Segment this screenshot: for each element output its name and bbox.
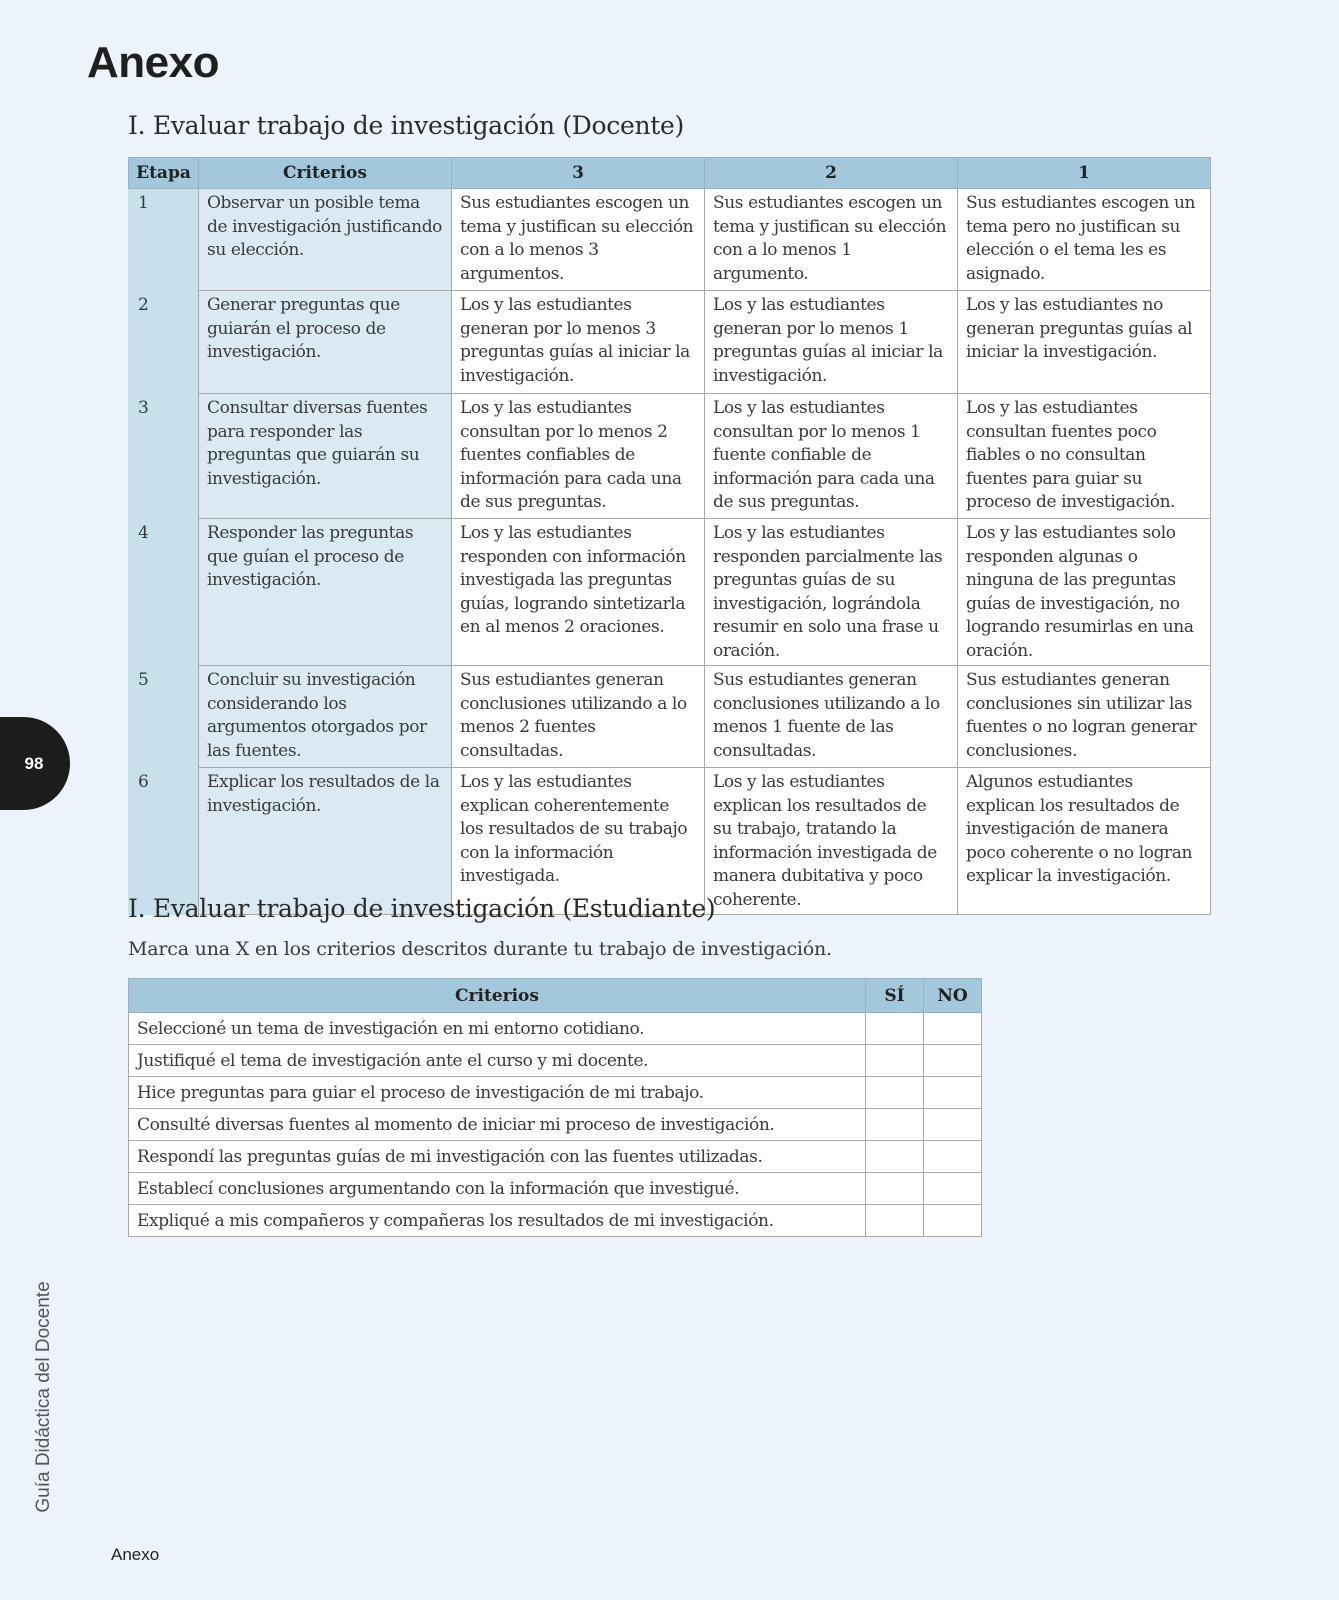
footer-label: Anexo [111,1545,160,1564]
checklist-criterio: Hice preguntas para guiar el proceso de investigación de mi trabajo. [129,1077,866,1109]
level-2-cell: Sus estudiantes generan conclusiones utilizando a lo menos 1 fuente de las consultadas. [705,666,958,768]
no-checkbox-cell[interactable] [924,1109,982,1141]
level-2-cell: Los y las estudiantes consultan por lo menos 1 fuente confiable de información para cada una de sus preguntas. [705,394,958,519]
checklist-row [129,1013,982,1045]
rubric-row [129,189,1211,291]
no-checkbox-cell[interactable] [924,1141,982,1173]
checklist-instruction: Marca una X en los criterios descritos durante tu trabajo de investigación. [128,938,832,960]
level-1-cell: Algunos estudiantes explican los resultados de investigación de manera poco coherente o no logran explicar la investigación. [958,768,1211,915]
header-level-1: 1 [958,158,1211,189]
checklist-criterio: Consulté diversas fuentes al momento de iniciar mi proceso de investigación. [129,1109,866,1141]
rubric-row [129,519,1211,666]
etapa-cell: 5 [129,666,199,768]
checklist-criterio: Expliqué a mis compañeros y compañeras los resultados de mi investigación. [129,1205,866,1237]
checklist-row [129,1109,982,1141]
no-checkbox-cell[interactable] [924,1045,982,1077]
rubric-table [128,157,1211,915]
level-1-cell: Sus estudiantes escogen un tema pero no justifican su elección o el tema les es asignado. [958,189,1211,291]
level-3-cell: Los y las estudiantes consultan por lo menos 2 fuentes confiables de información para cada una de sus preguntas. [452,394,705,519]
rubric-title: I. Evaluar trabajo de investigación (Docente) [128,111,684,140]
header-criterios: Criterios [199,158,452,189]
level-1-cell: Los y las estudiantes no generan preguntas guías al iniciar la investigación. [958,291,1211,394]
header-level-3: 3 [452,158,705,189]
rubric-row [129,291,1211,394]
criterio-cell: Consultar diversas fuentes para responder las preguntas que guiarán su investigación. [199,394,452,519]
level-2-cell: Los y las estudiantes generan por lo menos 1 preguntas guías al iniciar la investigación. [705,291,958,394]
criterio-cell: Observar un posible tema de investigación justificando su elección. [199,189,452,291]
level-3-cell: Los y las estudiantes generan por lo menos 3 preguntas guías al iniciar la investigación. [452,291,705,394]
rubric-row [129,768,1211,915]
level-1-cell: Los y las estudiantes consultan fuentes poco fiables o no consultan fuentes para guiar su proceso de investigación. [958,394,1211,519]
si-checkbox-cell[interactable] [866,1077,924,1109]
page-number-tab [0,717,70,810]
checklist-header-row [129,979,982,1013]
checklist-criterio: Justifiqué el tema de investigación ante el curso y mi docente. [129,1045,866,1077]
level-3-cell: Sus estudiantes escogen un tema y justifican su elección con a lo menos 3 argumentos. [452,189,705,291]
header-si: SÍ [866,979,924,1013]
checklist-row [129,1141,982,1173]
header-no: NO [924,979,982,1013]
level-3-cell: Los y las estudiantes responden con información investigada las preguntas guías, logrando sintetizarla en al menos 2 oraciones. [452,519,705,666]
etapa-cell: 6 [129,768,199,915]
etapa-cell: 4 [129,519,199,666]
no-checkbox-cell[interactable] [924,1077,982,1109]
criterio-cell: Concluir su investigación considerando los argumentos otorgados por las fuentes. [199,666,452,768]
si-checkbox-cell[interactable] [866,1173,924,1205]
si-checkbox-cell[interactable] [866,1109,924,1141]
level-1-cell: Los y las estudiantes solo responden algunas o ninguna de las preguntas guías de investigación, no logrando resumirlas en una oración. [958,519,1211,666]
level-2-cell: Los y las estudiantes explican los resultados de su trabajo, tratando la información investigada de manera dubitativa y poco coherente. [705,768,958,915]
rubric-row [129,394,1211,519]
checklist-table [128,978,982,1237]
no-checkbox-cell[interactable] [924,1173,982,1205]
checklist-criterio: Seleccioné un tema de investigación en mi entorno cotidiano. [129,1013,866,1045]
criterio-cell: Responder las preguntas que guían el proceso de investigación. [199,519,452,666]
checklist-criterio: Respondí las preguntas guías de mi investigación con las fuentes utilizadas. [129,1141,866,1173]
criterio-cell: Generar preguntas que guiarán el proceso de investigación. [199,291,452,394]
checklist-criterio: Establecí conclusiones argumentando con la información que investigué. [129,1173,866,1205]
level-2-cell: Los y las estudiantes responden parcialmente las preguntas guías de su investigación, lográndola resumir en solo una frase u oración. [705,519,958,666]
rubric-header-row [129,158,1211,189]
etapa-cell: 1 [129,189,199,291]
checklist-row [129,1045,982,1077]
header-level-2: 2 [705,158,958,189]
level-2-cell: Sus estudiantes escogen un tema y justifican su elección con a lo menos 1 argumento. [705,189,958,291]
criterio-cell: Explicar los resultados de la investigación. [199,768,452,915]
etapa-cell: 2 [129,291,199,394]
level-3-cell: Sus estudiantes generan conclusiones utilizando a lo menos 2 fuentes consultadas. [452,666,705,768]
no-checkbox-cell[interactable] [924,1205,982,1237]
level-3-cell: Los y las estudiantes explican coherentemente los resultados de su trabajo con la información investigada. [452,768,705,915]
si-checkbox-cell[interactable] [866,1013,924,1045]
level-1-cell: Sus estudiantes generan conclusiones sin utilizar las fuentes o no logran generar conclusiones. [958,666,1211,768]
si-checkbox-cell[interactable] [866,1141,924,1173]
etapa-cell: 3 [129,394,199,519]
side-label: Guía Didáctica del Docente [33,1281,54,1513]
si-checkbox-cell[interactable] [866,1205,924,1237]
rubric-row [129,666,1211,768]
checklist-row [129,1173,982,1205]
checklist-title: I. Evaluar trabajo de investigación (Estudiante) [128,894,716,923]
si-checkbox-cell[interactable] [866,1045,924,1077]
page-number: 98 [24,753,44,773]
no-checkbox-cell[interactable] [924,1013,982,1045]
header-etapa: Etapa [129,158,199,189]
header-criterios: Criterios [129,979,866,1013]
checklist-row [129,1205,982,1237]
checklist-row [129,1077,982,1109]
page-title: Anexo [87,38,219,87]
